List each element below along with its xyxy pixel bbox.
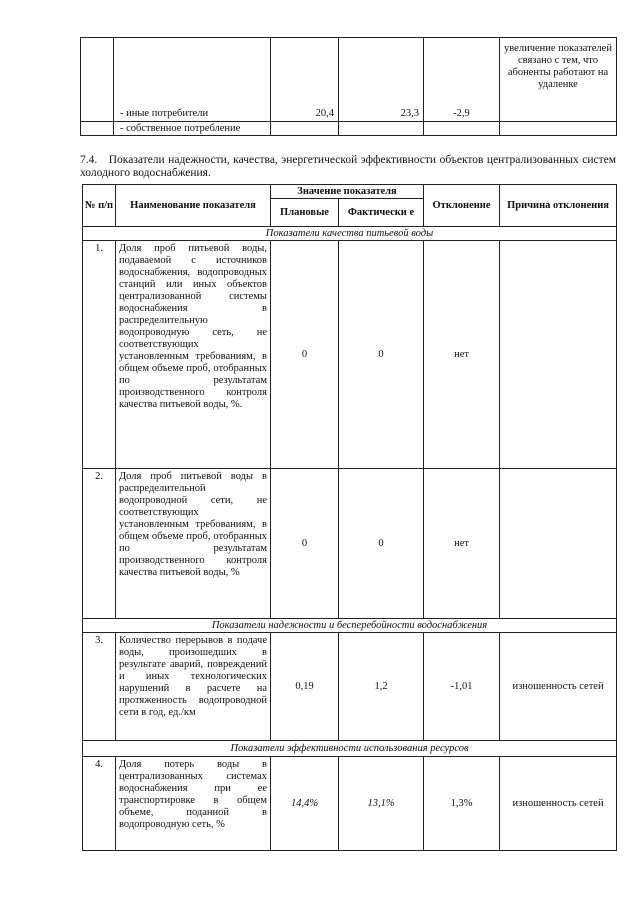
row-reason — [500, 469, 617, 619]
header-name: Наименование показателя — [116, 185, 271, 227]
row-name: Количество перерывов в подаче воды, произошедших в результате аварий, повреждений и иных технологических нарушений в расчете на протяженность водопроводной сети в год, ед./км — [116, 633, 271, 741]
table-cell-planned: 20,4 — [271, 38, 339, 122]
section-row — [83, 741, 617, 757]
header-deviation: Отклонение — [424, 185, 500, 227]
row-name: Доля проб питьевой воды, подаваемой с источников водоснабжения, водопроводных станций или иных объектов централизованной системы водоснабжения в распределительную водопроводную сеть, не соответствующих установленным требованиям, в общем объеме проб, отобранных по результатам производственного контроля качества питьевой воды, %. — [116, 241, 271, 469]
table-cell-reason — [500, 122, 617, 136]
table-cell-actual — [339, 122, 424, 136]
row-planned: 0,19 — [271, 633, 339, 741]
header-num: № п/п — [83, 185, 116, 227]
table-row — [81, 38, 617, 122]
table-cell-planned — [271, 122, 339, 136]
indicators-table — [82, 184, 617, 851]
table-cell-name: - иные потребители — [114, 38, 271, 122]
table-row — [83, 469, 617, 619]
header-value-group: Значение показателя — [271, 185, 424, 199]
section-row — [83, 619, 617, 633]
section-title-cell: Показатели эффективности использования ресурсов — [83, 741, 617, 757]
section-title-cell: Показатели качества питьевой воды — [83, 227, 617, 241]
table-row — [83, 757, 617, 851]
row-num: 1. — [83, 241, 116, 469]
row-reason — [500, 241, 617, 469]
header-reason: Причина отклонения — [500, 185, 617, 227]
row-deviation: -1,01 — [424, 633, 500, 741]
row-num: 3. — [83, 633, 116, 741]
previous-table-continuation — [80, 37, 617, 136]
row-deviation: 1,3% — [424, 757, 500, 851]
row-reason: изношенность сетей — [500, 633, 617, 741]
header-actual: Фактически е — [339, 199, 424, 227]
table-cell-num — [81, 38, 114, 122]
row-planned: 0 — [271, 469, 339, 619]
row-num: 4. — [83, 757, 116, 851]
row-actual: 0 — [339, 241, 424, 469]
table-cell-deviation: -2,9 — [424, 38, 500, 122]
row-planned: 14,4% — [271, 757, 339, 851]
row-actual: 1,2 — [339, 633, 424, 741]
table-cell-num — [81, 122, 114, 136]
row-actual: 13,1% — [339, 757, 424, 851]
table-row — [83, 241, 617, 469]
table-header-row — [83, 185, 617, 199]
table-cell-actual: 23,3 — [339, 38, 424, 122]
header-planned: Плановые — [271, 199, 339, 227]
row-deviation: нет — [424, 469, 500, 619]
row-planned: 0 — [271, 241, 339, 469]
section-row — [83, 227, 617, 241]
row-reason: изношенность сетей — [500, 757, 617, 851]
section-number: 7.4. — [80, 154, 98, 166]
table-cell-deviation — [424, 122, 500, 136]
table-cell-name: - собственное потребление — [114, 122, 271, 136]
row-num: 2. — [83, 469, 116, 619]
table-row — [81, 122, 617, 136]
row-actual: 0 — [339, 469, 424, 619]
row-deviation: нет — [424, 241, 500, 469]
table-cell-reason: увеличение показателей связано с тем, что абоненты работают на удаленке — [500, 38, 617, 122]
table-row — [83, 633, 617, 741]
section-title-cell: Показатели надежности и бесперебойности водоснабжения — [83, 619, 617, 633]
row-name: Доля потерь воды в централизованных системах водоснабжения при ее транспортировке в общем объеме, поданной в водопроводную сеть, % — [116, 757, 271, 851]
section-heading — [80, 154, 616, 180]
row-name: Доля проб питьевой воды в распределительной водопроводной сети, не соответствующих установленным требованиям, в общем объеме проб, отобранных по результатам производственного контроля качества питьевой воды, % — [116, 469, 271, 619]
section-title: Показатели надежности, качества, энергетической эффективности объектов централизованных систем холодного водоснабжения. — [80, 154, 617, 179]
